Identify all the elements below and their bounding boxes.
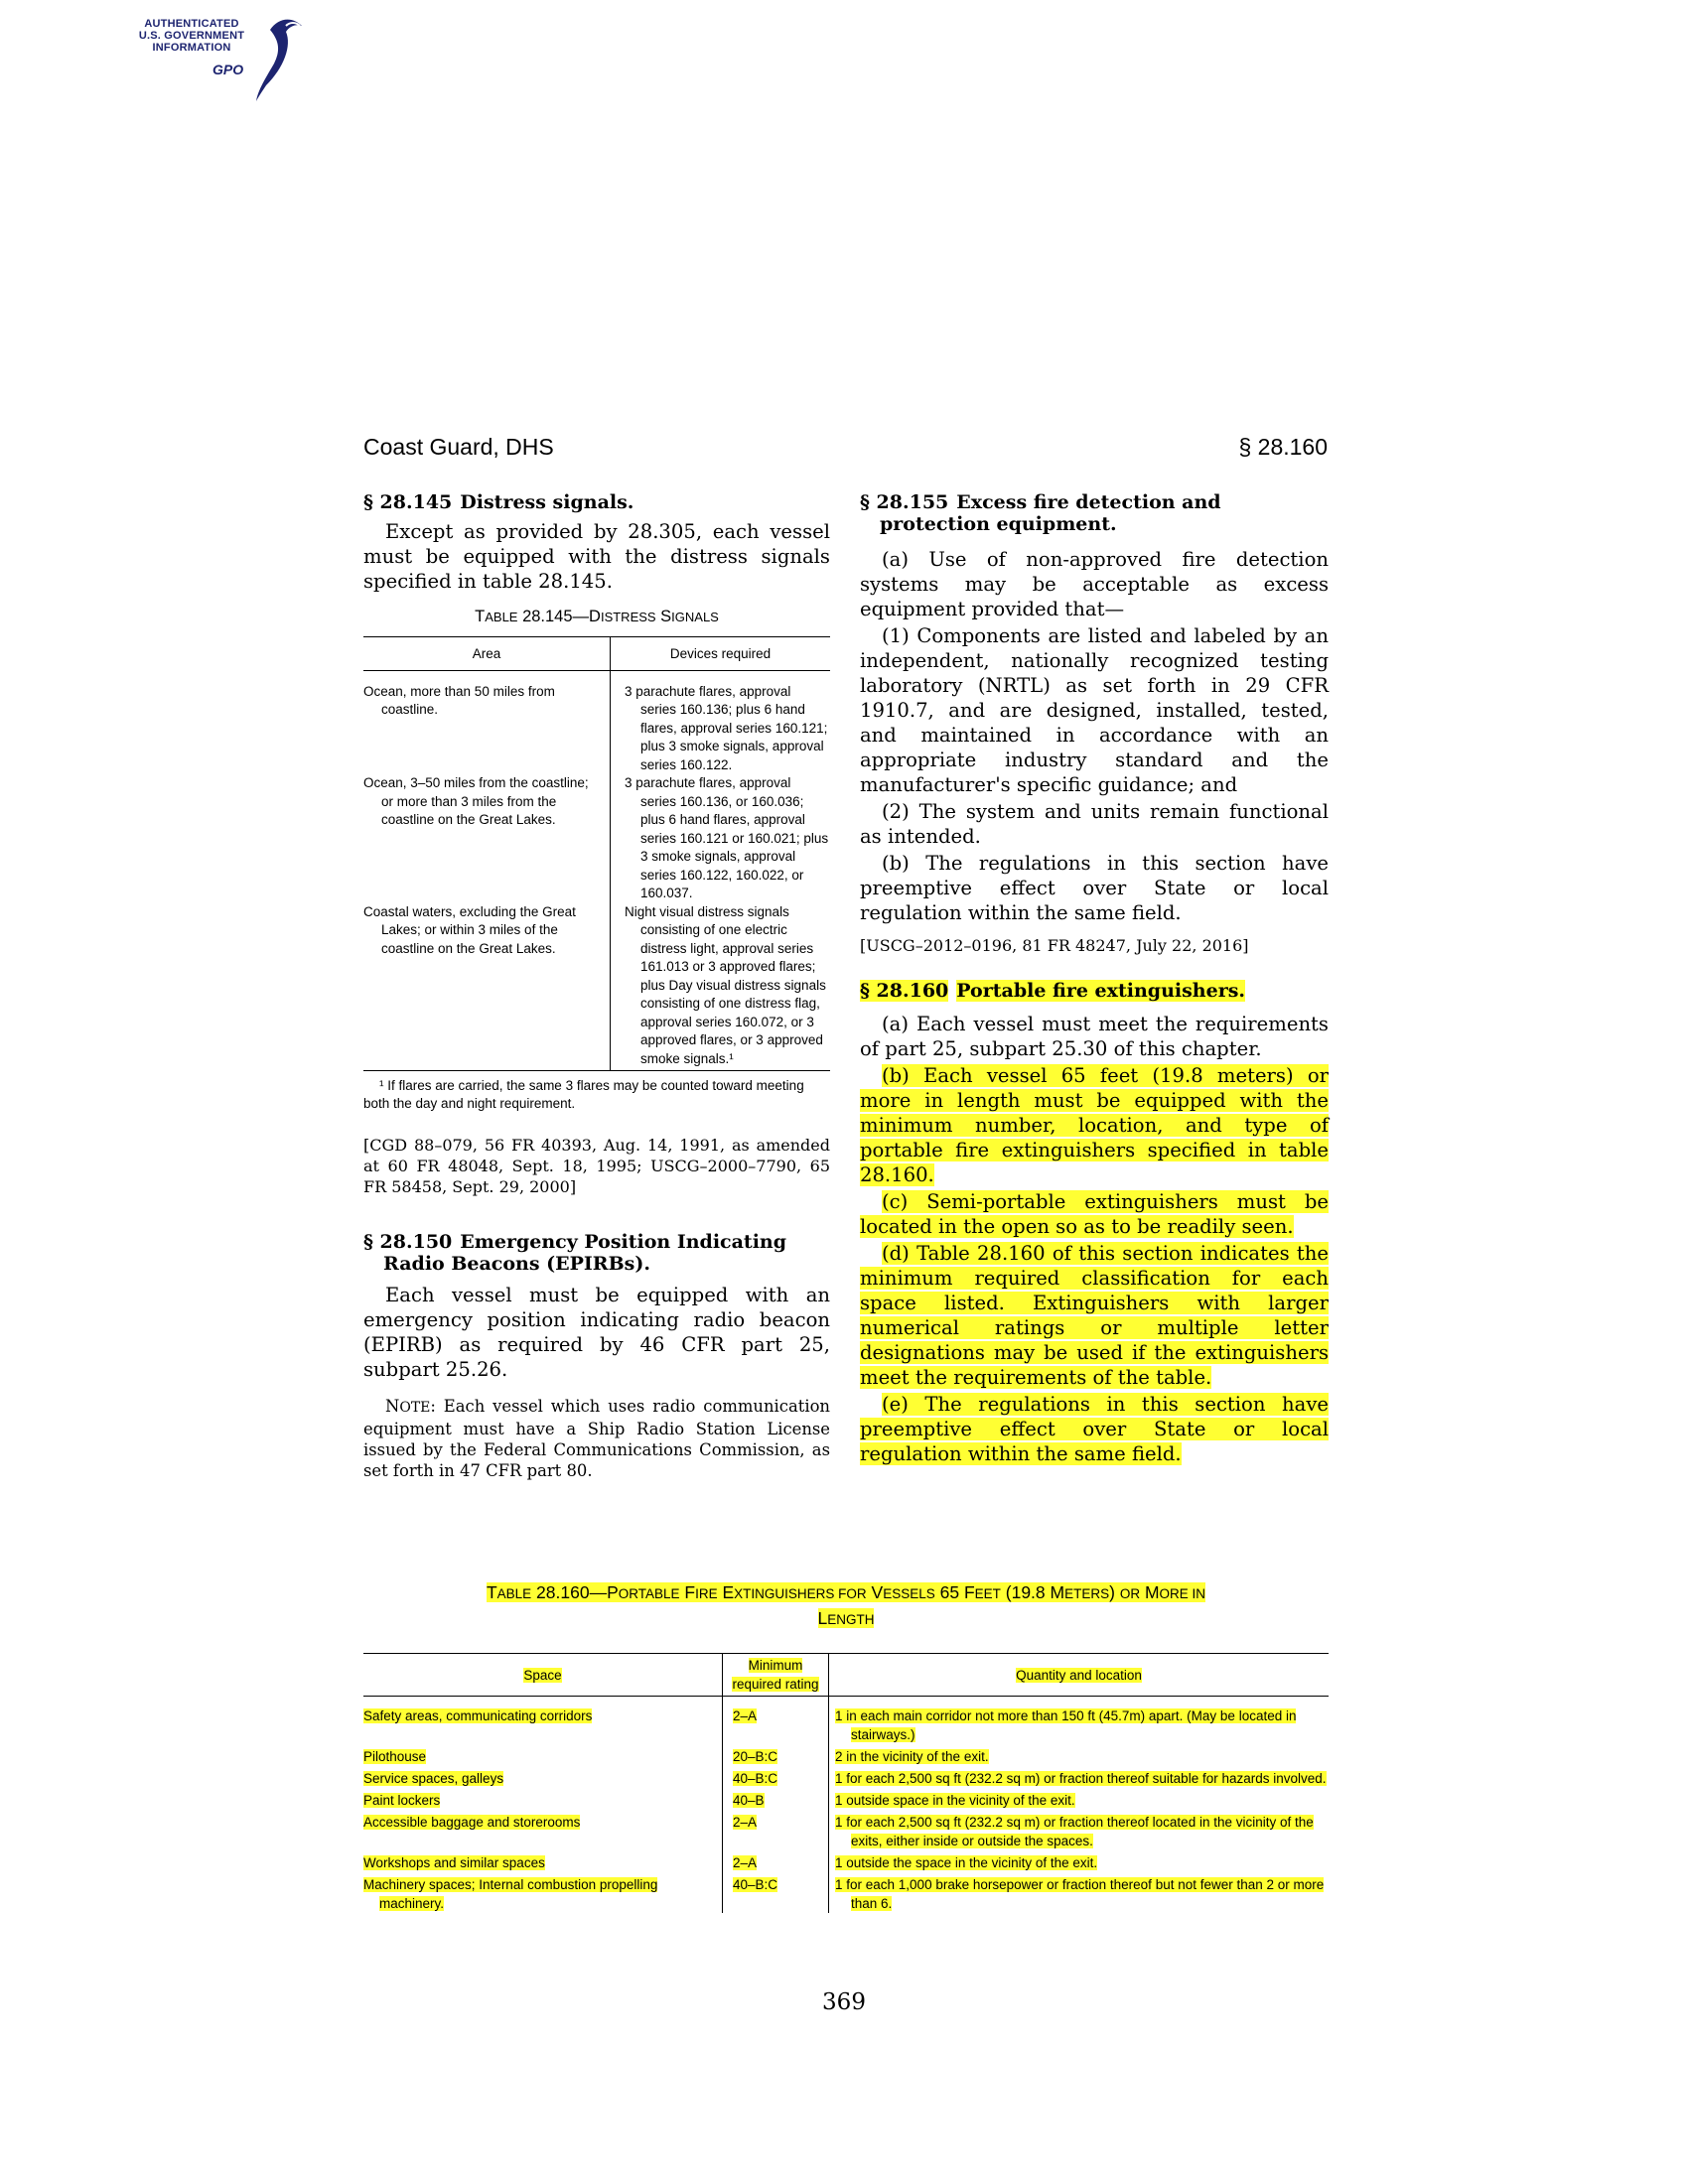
title-part: E — [717, 1582, 735, 1602]
title-part: 65 F — [934, 1582, 975, 1602]
note-text: : Each vessel which uses radio communication equipment must have a Ship Radio Station License issued by the Federal Communications Commission, as set forth in 47 CFR part 80. — [363, 1397, 830, 1480]
page-number: 369 — [822, 1989, 866, 2015]
title-part: EET — [974, 1586, 1001, 1601]
note-label-rest: OTE — [399, 1400, 431, 1416]
logo-line-3: INFORMATION — [152, 42, 231, 54]
title-highlight — [487, 1582, 1205, 1602]
section-28-160-para-e — [860, 1392, 1329, 1466]
quantity-cell — [829, 1766, 1330, 1788]
cell-text: 1 for each 2,500 sq ft (232.2 sq m) or fraction thereof located in the vicinity of the exits, either inside or outside the spaces. — [835, 1815, 1314, 1848]
space-cell — [363, 1810, 723, 1850]
rating-cell — [723, 1697, 829, 1745]
space-cell — [363, 1697, 723, 1745]
table-row — [363, 1810, 1329, 1850]
left-column — [363, 491, 830, 1481]
title-part: ORTABLE — [618, 1586, 680, 1601]
rating-cell — [723, 1850, 829, 1872]
logo-line-2: U.S. GOVERNMENT — [138, 30, 245, 42]
cell-text: 2 in the vicinity of the exit. — [835, 1749, 989, 1764]
quantity-cell — [829, 1810, 1330, 1850]
title-part: ESSELS — [883, 1586, 935, 1601]
column-header-area: Area — [363, 637, 611, 671]
title-part: OR — [1119, 1586, 1141, 1601]
area-cell: Ocean, 3–50 miles from the coastline; or more than 3 miles from the coastline on the Great Lakes. — [363, 775, 589, 827]
portable-fire-extinguishers-table — [363, 1653, 1329, 1913]
table-row — [363, 1744, 1329, 1766]
title-part: ABLE — [496, 1586, 532, 1601]
title-part: T — [486, 1582, 497, 1602]
highlighted-text: (e) The regulations in this section have preemptive effect over State or local regulation within the same field. — [860, 1393, 1329, 1465]
title-part: ) — [1109, 1582, 1120, 1602]
highlighted-text: (c) Semi-portable extinguishers must be located in the open so as to be readily seen. — [860, 1190, 1329, 1238]
cell-text: 1 in each main corridor not more than 150 ft (45.7m) apart. (May be located in stairways.) — [835, 1708, 1297, 1742]
title-part: S — [655, 608, 672, 625]
cell-text: 1 outside the space in the vicinity of the exit. — [835, 1855, 1098, 1870]
header-text: Minimum required rating — [732, 1658, 819, 1692]
table-row — [363, 1766, 1329, 1788]
section-28-145-body: Except as provided by 28.305, each vessel must be equipped with the distress signals specified in table 28.145. — [363, 520, 830, 593]
title-part: IRE — [695, 1586, 718, 1601]
devices-cell: 3 parachute flares, approval series 160.136, or 160.036; plus 6 hand flares, approval series 160.121 or 160.021; plus 3 smoke signals, approval series 160.122, 160.022, or 160.037. — [611, 774, 831, 903]
column-header-space — [363, 1654, 723, 1697]
table-row — [363, 1788, 1329, 1810]
eagle-icon — [226, 12, 306, 101]
section-number: § 28.145 — [363, 491, 453, 513]
rating-cell — [723, 1744, 829, 1766]
cell-text: Pilothouse — [363, 1749, 427, 1764]
rating-cell — [723, 1766, 829, 1788]
column-header-rating — [723, 1654, 829, 1697]
title-part: IGNALS — [671, 610, 719, 624]
title-part: 28.145—D — [517, 608, 601, 625]
section-28-145-heading — [363, 491, 830, 513]
note-label-initial: N — [385, 1397, 400, 1416]
gpo-authenticated-logo — [127, 12, 306, 101]
table-28-145-title — [363, 608, 830, 626]
section-28-160-para-c — [860, 1189, 1329, 1239]
title-part: 28.160—P — [531, 1582, 619, 1602]
cell-text: 20–B:C — [733, 1749, 778, 1764]
logo-gpo-word: GPO — [212, 62, 244, 77]
space-cell — [363, 1788, 723, 1810]
right-column — [860, 491, 1329, 1466]
title-part: M — [1140, 1582, 1160, 1602]
section-title: Distress signals. — [460, 491, 634, 513]
space-cell — [363, 1850, 723, 1872]
section-28-155-citation: [USCG–2012–0196, 81 FR 48247, July 22, 2016] — [860, 936, 1249, 955]
title-highlight — [818, 1608, 875, 1628]
running-head-agency: Coast Guard, DHS — [363, 434, 554, 460]
section-number: § 28.160 — [860, 980, 949, 1002]
title-line-1 — [363, 1580, 1329, 1606]
cell-text: Paint lockers — [363, 1793, 441, 1808]
table-row — [363, 1697, 1329, 1745]
cell-text: 1 for each 2,500 sq ft (232.2 sq m) or fraction thereof suitable for hazards involved. — [835, 1771, 1327, 1786]
section-28-160-para-a: (a) Each vessel must meet the requirements of part 25, subpart 25.30 of this chapter. — [860, 1013, 1329, 1060]
table-row — [363, 670, 830, 774]
cell-text: 1 for each 1,000 brake horsepower or fraction thereof but not fewer than 2 or more than 6. — [835, 1877, 1325, 1911]
cell-text: 2–A — [733, 1708, 758, 1723]
section-number: § 28.150 — [363, 1231, 453, 1253]
cell-text: Accessible baggage and storerooms — [363, 1815, 581, 1830]
section-28-150-body: Each vessel must be equipped with an emergency position indicating radio beacon (EPIRB) as required by 46 CFR part 25, subpart 25.26. — [363, 1284, 830, 1381]
devices-cell: Night visual distress signals consisting of one electric distress light, approval series 161.013 or 3 approved flares; plus Day visual distress signals consisting of one distress flag, approval series 160.072, or 3 approved flares, or 3 approved smoke signals.¹ — [611, 903, 831, 1071]
title-part: ETERS — [1064, 1586, 1110, 1601]
area-cell: Ocean, more than 50 miles from coastline. — [363, 683, 555, 717]
cell-text: 2–A — [733, 1815, 758, 1830]
logo-line-1: AUTHENTICATED — [144, 18, 239, 30]
quantity-cell — [829, 1744, 1330, 1766]
column-header-quantity — [829, 1654, 1330, 1697]
section-28-155-para-b: (b) The regulations in this section have preemptive effect over State or local regulation within the same field. — [860, 852, 1329, 924]
table-row — [363, 774, 830, 903]
table-row — [363, 1872, 1329, 1913]
quantity-cell — [829, 1788, 1330, 1810]
table-row — [363, 903, 830, 1071]
header-text: Quantity and location — [1016, 1667, 1142, 1683]
cell-text: 40–B:C — [733, 1877, 778, 1892]
rating-cell — [723, 1872, 829, 1913]
running-head-section: § 28.160 — [1238, 434, 1328, 460]
highlighted-text: (d) Table 28.160 of this section indicates the minimum required classification for each space listed. Extinguishers with larger numerical ratings or multiple letter designations may be used if the extinguishers meet the requirements of the table. — [860, 1242, 1329, 1389]
title-part: ENGTH — [827, 1612, 875, 1627]
space-cell — [363, 1766, 723, 1788]
title-part: XTINGUISHERS FOR — [734, 1586, 867, 1601]
area-cell: Coastal waters, excluding the Great Lakes; or within 3 miles of the coastline on the Great Lakes. — [363, 903, 611, 1071]
cell-text: 2–A — [733, 1855, 758, 1870]
section-28-155-heading — [860, 491, 1329, 535]
highlighted-text: (b) Each vessel 65 feet (19.8 meters) or more in length must be equipped with the minimum number, location, and type of portable fire extinguishers specified in table 28.160. — [860, 1064, 1329, 1186]
quantity-cell — [829, 1850, 1330, 1872]
section-28-150-note — [363, 1396, 830, 1481]
cell-text: Safety areas, communicating corridors — [363, 1708, 593, 1723]
section-title: Excess fire detection and protection equipment. — [880, 491, 1221, 535]
title-part: ORE IN — [1159, 1586, 1206, 1601]
rating-cell — [723, 1810, 829, 1850]
title-line-2 — [363, 1606, 1329, 1632]
cell-text: 40–B — [733, 1793, 765, 1808]
section-28-160-heading — [860, 980, 1329, 1002]
section-28-155-para-a: (a) Use of non-approved fire detection systems may be acceptable as excess equipment provided that— — [860, 548, 1329, 620]
distress-signals-table — [363, 636, 830, 1071]
header-text: Space — [523, 1667, 562, 1683]
space-cell — [363, 1872, 723, 1913]
space-cell — [363, 1744, 723, 1766]
title-part: ABLE — [485, 610, 518, 624]
section-title: Emergency Position Indicating Radio Beacons (EPIRBs). — [383, 1231, 787, 1275]
table-28-160-title — [363, 1580, 1329, 1632]
rating-cell — [723, 1788, 829, 1810]
title-part: L — [817, 1608, 828, 1628]
cell-text: Workshops and similar spaces — [363, 1855, 545, 1870]
table-row — [363, 1850, 1329, 1872]
title-part: T — [475, 608, 486, 625]
quantity-cell — [829, 1872, 1330, 1913]
section-28-160-para-b — [860, 1063, 1329, 1187]
section-title: Portable fire extinguishers. — [956, 980, 1246, 1002]
section-28-155-para-1: (1) Components are listed and labeled by an independent, nationally recognized testing laboratory (NRTL) as set forth in 29 CFR 1910.7, and are designed, installed, tested, and maintained in accordance with an appropriate industry standard and the manufacturer's specific guidance; and — [860, 624, 1329, 796]
quantity-cell — [829, 1697, 1330, 1745]
cell-text: 1 outside space in the vicinity of the exit. — [835, 1793, 1075, 1808]
title-part: F — [679, 1582, 696, 1602]
cell-text: Service spaces, galleys — [363, 1771, 504, 1786]
cell-text: Machinery spaces; Internal combustion propelling machinery. — [363, 1877, 658, 1911]
section-28-145-citation: [CGD 88–079, 56 FR 40393, Aug. 14, 1991, as amended at 60 FR 48048, Sept. 18, 1995; USCG–2000–7790, 65 FR 58458, Sept. 29, 2000] — [363, 1136, 830, 1196]
section-28-160-para-d — [860, 1241, 1329, 1390]
section-number: § 28.155 — [860, 491, 949, 513]
column-header-devices: Devices required — [611, 637, 831, 671]
title-part: V — [866, 1582, 884, 1602]
section-28-150-heading — [363, 1231, 830, 1275]
table-footnote: ¹ If flares are carried, the same 3 flares may be counted toward meeting both the day and night requirement. — [363, 1078, 804, 1111]
title-part: (19.8 M — [1000, 1582, 1065, 1602]
cell-text: 40–B:C — [733, 1771, 778, 1786]
section-28-155-para-2: (2) The system and units remain functional as intended. — [860, 800, 1329, 848]
title-part: ISTRESS — [600, 610, 656, 624]
section-title-wrap — [948, 980, 1245, 1002]
devices-cell: 3 parachute flares, approval series 160.136; plus 6 hand flares, approval series 160.121; plus 3 smoke signals, approval series 160.122. — [611, 670, 831, 774]
